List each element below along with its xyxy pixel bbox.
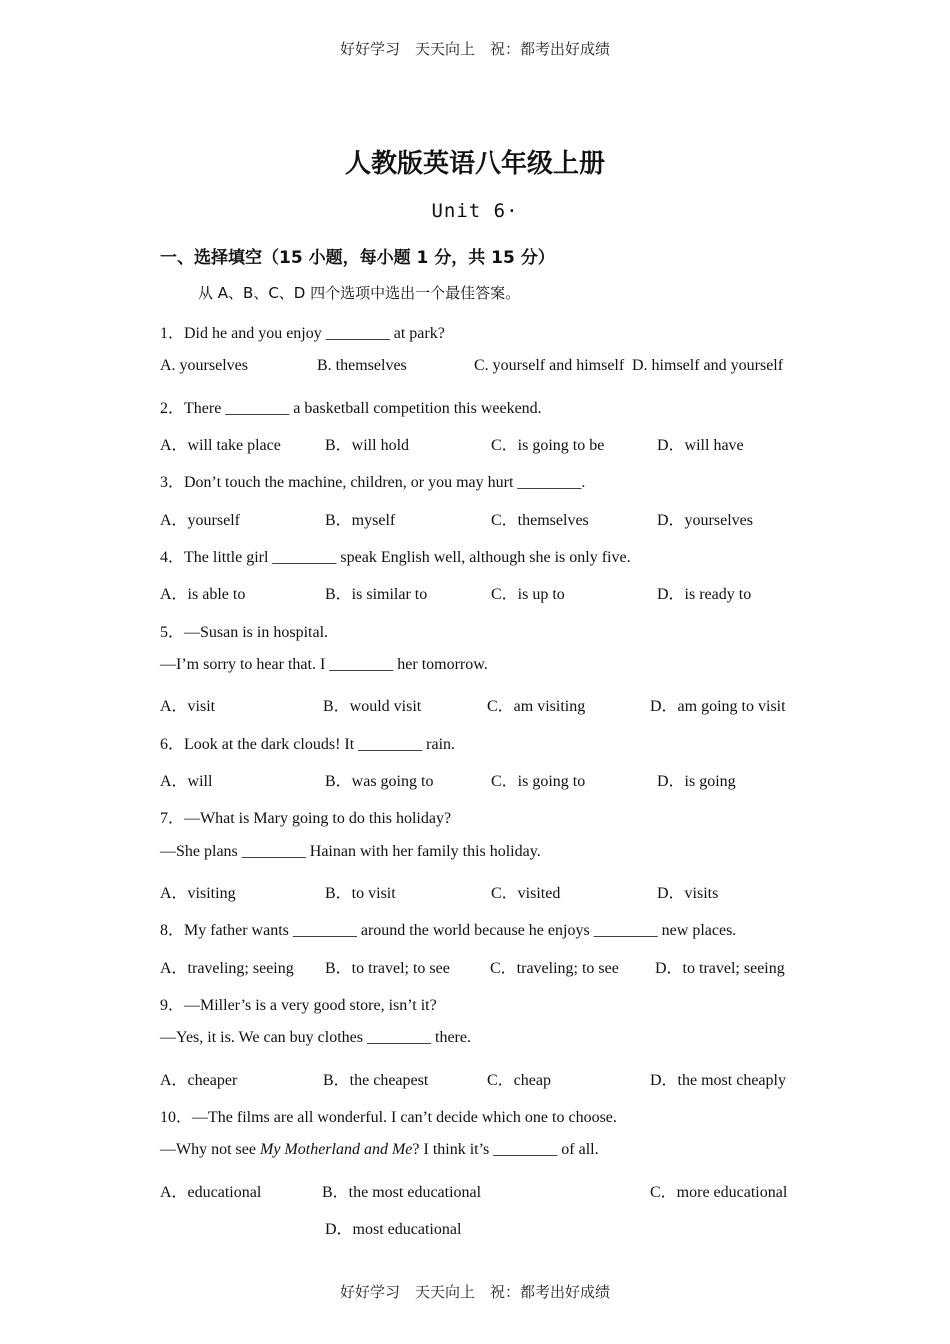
question-10-stem-reply: [160, 1141, 599, 1159]
question-4-stem: 4．The little girl ________ speak English well, although she is only five.: [160, 549, 631, 566]
question-7-option-c: C．visited: [491, 885, 561, 902]
question-7-stem-reply: —She plans ________ Hainan with her family this holiday.: [160, 843, 541, 860]
question-5-option-d: D．am going to visit: [650, 698, 786, 715]
question-9-option-a: A．cheaper: [160, 1072, 238, 1089]
question-7-stem: 7．—What is Mary going to do this holiday?: [160, 810, 452, 827]
question-3-stem: 3．Don’t touch the machine, children, or you may hurt ________.: [160, 474, 586, 491]
question-2-option-b: B．will hold: [325, 437, 410, 454]
page-footer: 好好学习 天天向上 祝：都考出好成绩: [339, 1283, 610, 1301]
question-3-option-c: C．themselves: [491, 512, 589, 529]
question-1-option-d: D. himself and yourself: [632, 357, 784, 374]
question-5-option-a: A．visit: [160, 698, 216, 715]
question-4-option-d: D．is ready to: [657, 586, 752, 603]
question-4-option-c: C．is up to: [491, 586, 565, 603]
instruction: 从 A、B、C、D 四个选项中选出一个最佳答案。: [198, 284, 521, 302]
page-header: 好好学习 天天向上 祝：都考出好成绩: [339, 40, 610, 58]
question-5-option-c: C．am visiting: [487, 698, 586, 715]
question-10-stem: 10．—The films are all wonderful. I can’t decide which one to choose.: [160, 1109, 617, 1126]
question-5-stem: 5．—Susan is in hospital.: [160, 624, 329, 641]
question-3-option-d: D．yourselves: [657, 512, 753, 529]
question-10-option-c: C．more educational: [650, 1184, 788, 1201]
section-title: 一、选择填空（15 小题，每小题 1 分，共 15 分）: [160, 248, 555, 268]
question-4-option-b: B．is similar to: [325, 586, 428, 603]
unit-heading: Unit 6·: [431, 200, 519, 222]
question-1-option-b: B. themselves: [317, 357, 407, 374]
question-7-option-a: A．visiting: [160, 885, 236, 902]
question-9-option-c: C．cheap: [487, 1072, 551, 1089]
question-1-stem: 1．Did he and you enjoy ________ at park?: [160, 325, 445, 342]
question-8-option-a: A．traveling; seeing: [160, 960, 294, 977]
question-8-option-b: B．to travel; to see: [325, 960, 450, 977]
question-10-reply-pre: —Why not see: [160, 1141, 260, 1158]
question-6-option-b: B．was going to: [325, 773, 434, 790]
question-9-stem-reply: —Yes, it is. We can buy clothes ________ there.: [160, 1029, 471, 1046]
page-title: 人教版英语八年级上册: [344, 149, 605, 179]
question-2-option-c: C．is going to be: [491, 437, 605, 454]
question-5-stem-reply: —I’m sorry to hear that. I ________ her tomorrow.: [160, 656, 488, 673]
question-2-option-a: A．will take place: [160, 437, 281, 454]
question-7-option-b: B．to visit: [325, 885, 396, 902]
question-6-option-a: A．will: [160, 773, 213, 790]
question-9-option-b: B．the cheapest: [323, 1072, 429, 1089]
question-8-option-d: D．to travel; seeing: [655, 960, 785, 977]
question-10-option-a: A．educational: [160, 1184, 262, 1201]
question-3-option-a: A．yourself: [160, 512, 240, 529]
question-10-reply-post: ? I think it’s ________ of all.: [412, 1141, 599, 1158]
question-6-option-d: D．is going: [657, 773, 736, 790]
question-10-reply-title: My Motherland and Me: [259, 1141, 413, 1158]
question-9-option-d: D．the most cheaply: [650, 1072, 786, 1089]
question-5-option-b: B．would visit: [323, 698, 422, 715]
question-7-option-d: D．visits: [657, 885, 719, 902]
question-1-option-a: A. yourselves: [160, 357, 248, 374]
question-1-option-c: C. yourself and himself: [474, 357, 625, 374]
question-6-stem: 6．Look at the dark clouds! It ________ rain.: [160, 736, 456, 753]
question-10-option-b: B．the most educational: [322, 1184, 482, 1201]
question-8-option-c: C．traveling; to see: [490, 960, 619, 977]
question-10-option-d: D．most educational: [325, 1221, 462, 1238]
question-9-stem: 9．—Miller’s is a very good store, isn’t it?: [160, 997, 437, 1014]
question-3-option-b: B．myself: [325, 512, 396, 529]
question-8-stem: 8．My father wants ________ around the world because he enjoys ________ new places.: [160, 922, 737, 939]
question-4-option-a: A．is able to: [160, 586, 246, 603]
question-2-option-d: D．will have: [657, 437, 744, 454]
question-6-option-c: C．is going to: [491, 773, 586, 790]
question-2-stem: 2．There ________ a basketball competition this weekend.: [160, 400, 542, 417]
